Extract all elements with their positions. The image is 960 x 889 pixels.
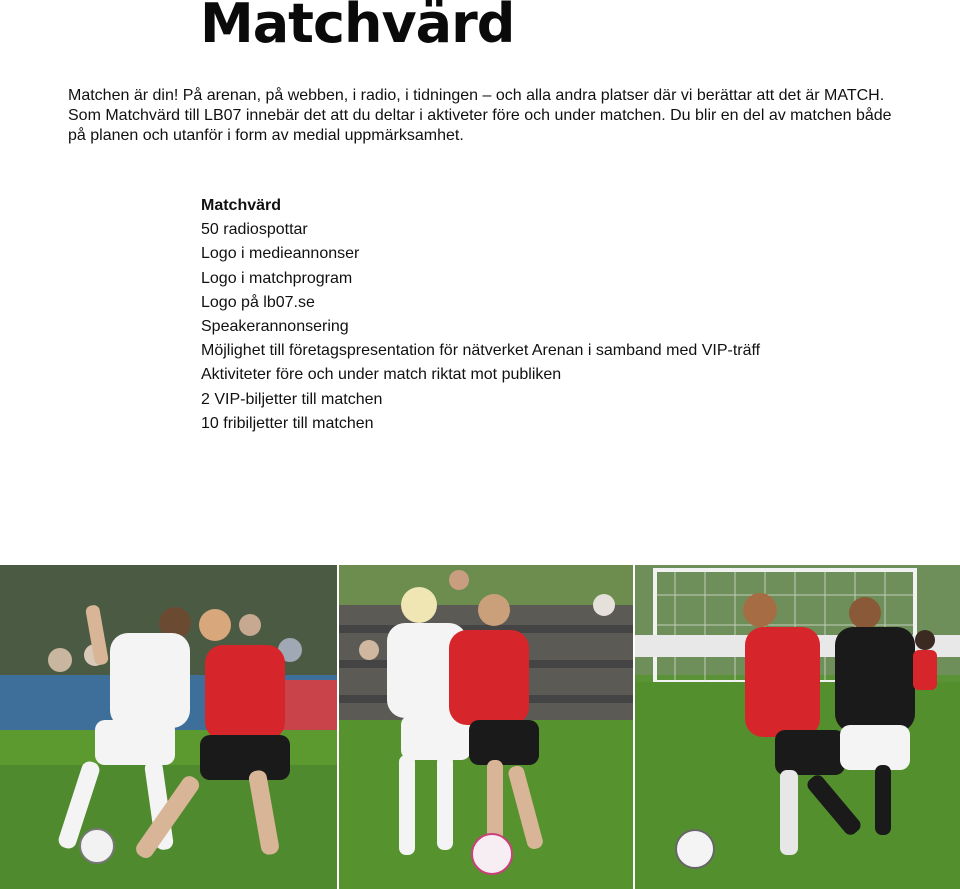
page-title: Matchvärd [200, 0, 515, 55]
photo-women-match-duel [339, 565, 633, 889]
package-item: Logo på lb07.se [201, 293, 315, 311]
package-item: Logo i medieannonser [201, 245, 360, 263]
photo-youth-match-goal [635, 565, 960, 889]
package-item: 2 VIP-biljetter till matchen [201, 390, 383, 408]
package-item: Logo i matchprogram [201, 269, 353, 287]
package-list [201, 194, 760, 436]
intro-line: Som Matchvärd till LB07 innebär det att du deltar i aktiveter före och under matchen. Du blir en del av matchen både [68, 107, 892, 124]
intro-line: Matchen är din! På arenan, på webben, i radio, i tidningen – och alla andra platser där vi berättar att det är MATCH. [68, 87, 885, 104]
package-item: Speakerannonsering [201, 318, 349, 336]
intro-line: på planen och utanför i form av medial uppmärksamhet. [68, 127, 464, 144]
package-item: 50 radiospottar [201, 221, 308, 239]
photo-men-match-duel [0, 565, 337, 889]
package-item: Aktiviteter före och under match riktat mot publiken [201, 366, 562, 384]
package-heading: Matchvärd [201, 197, 282, 214]
intro-text [68, 86, 928, 146]
package-item: Möjlighet till företagspresentation för nätverket Arenan i samband med VIP-träff [201, 342, 761, 360]
photo-strip [0, 565, 960, 889]
package-item: 10 fribiljetter till matchen [201, 414, 374, 432]
